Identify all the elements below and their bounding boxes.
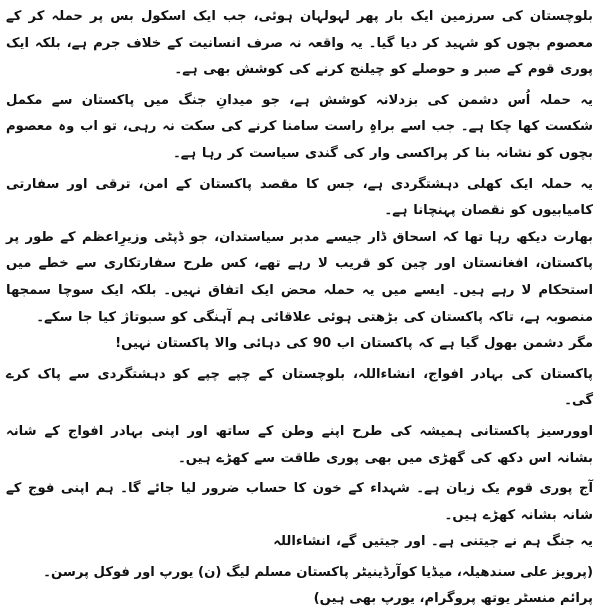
paragraph-9: یہ جنگ ہم نے جیتنی ہے۔ اور جیتیں گے، انشاءاللہ [273, 534, 593, 550]
paragraph-7: اوورسیز پاکستانی ہمیشہ کی طرح اپنے وطن کے ساتھ اور اپنی بہادر افواج کے شانہ بشانہ اس دکھ کی گھڑی میں بھی پوری طاقت سے کھڑے ہیں۔ [6, 423, 593, 466]
paragraph-5: مگر دشمن بھول گیا ہے کہ پاکستان اب 90 کی دہائی والا پاکستان نہیں! [115, 336, 593, 352]
paragraph-8: آج پوری قوم یک زبان ہے۔ شہداء کے خون کا حساب ضرور لیا جائے گا۔ ہم اپنی فوج کے شانہ بشانہ کھڑے ہیں۔ [6, 481, 593, 523]
paragraph-6: پاکستان کی بہادر افواج، انشاءاللہ، بلوچستان کے چپے چپے کو دہشتگردی سے پاک کرے گی۔ [6, 366, 593, 409]
paragraph-3: یہ حملہ ایک کھلی دہشتگردی ہے، جس کا مقصد پاکستان کے امن، ترقی اور سفارتی کامیابیوں کو نقصان پہنچانا ہے۔ [6, 176, 593, 219]
paragraph-2: یہ حملہ اُس دشمن کی بزدلانہ کوشش ہے، جو میدانِ جنگ میں پاکستان سے مکمل شکست کھا چکا ہے۔ جب اسے براہِ راست سامنا کرنے کی سکت نہ رہی، تو اب وہ معصوم بچوں کو نشانہ بنا کر پراکسی وار کی گندی سیاست کر رہا ہے۔ [6, 92, 593, 161]
author-signature: (پرویز علی سندھیلہ، میڈیا کوآرڈینیٹر پاکستان مسلم لیگ (ن) یورپ اور فوکل پرسن۔ پرائم منسٹر یوتھ پروگرام، یورپ بھی ہیں) [43, 564, 593, 606]
paragraph-4: بھارت دیکھ رہا تھا کہ اسحاق ڈار جیسے مدبر سیاستدان، جو ڈپٹی وزیرِاعظم کے طور پر پاکستان، افغانستان اور چین کو قریب لا رہے تھے، کس طرح سفارتکاری سے خطے میں استحکام لا رہے ہیں۔ ایسے میں یہ حملہ محض ایک اتفاق نہیں۔ بلکہ ایک سوچا سمجھا منصوبہ ہے، تاکہ پاکستان کی بڑھتی ہوئی علاقائی ہم آہنگی کو سبوتاژ کیا جا سکے۔ [6, 229, 593, 325]
paragraph-1: بلوچستان کی سرزمین ایک بار پھر لہولہان ہوئی، جب ایک اسکول بس پر حملہ کر کے معصوم بچوں کو شہید کر دیا گیا۔ یہ واقعہ نہ صرف انسانیت کے خلاف جرم ہے، بلکہ ایک پوری قوم کے صبر و حوصلے کو چیلنج کرنے کی کوشش بھی ہے۔ [6, 9, 593, 78]
